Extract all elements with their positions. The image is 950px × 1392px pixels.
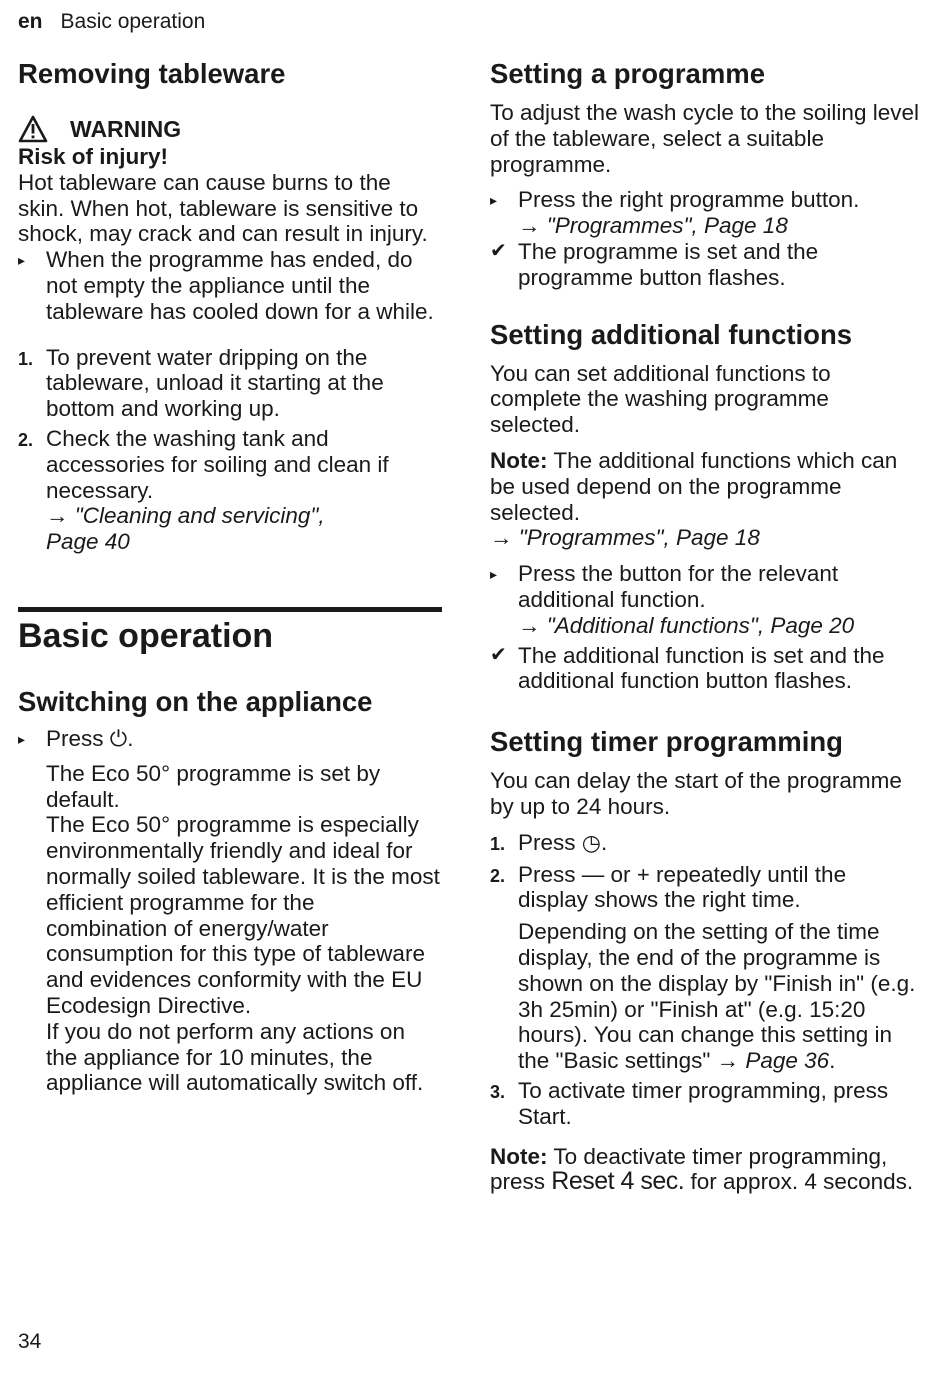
step-1 [18, 345, 442, 422]
press-power-bullet [18, 726, 442, 753]
step-text: repeatedly until the display shows the right time. [518, 861, 847, 913]
punctuation: . [600, 829, 608, 855]
additional-note [490, 448, 920, 551]
setting-programme-text: To adjust the wash cycle to the soiling level of the tableware, select a suitable programme. [490, 100, 919, 177]
timer-step-3 [490, 1078, 920, 1130]
additional-functions-heading: Setting additional functions [490, 318, 853, 350]
step-number: 1. [18, 348, 34, 369]
removing-tableware-heading: Removing tableware [18, 58, 286, 89]
timer-step-2-body [518, 862, 920, 1074]
step-text: To prevent water dripping on the tableware, unload it starting at the bottom and working up. [46, 344, 384, 422]
page-number: 34 [18, 1330, 42, 1353]
step-text: To activate timer programming, press [518, 1077, 889, 1103]
step-text: Check the washing tank and accessories for soiling and clean if necessary. [46, 425, 389, 503]
press-label: Press [46, 725, 104, 751]
warning-bullet-text: When the programme has ended, do not empty the appliance until the tableware has cooled down for a while. [46, 247, 434, 324]
step-2-body [46, 426, 442, 555]
minus-icon: — [581, 861, 605, 887]
step-detail: Depending on the setting of the time display, the end of the programme is shown on the display by "Finish in" (e.g. 3h 25min) or "Finish at" (e.g. 15:20 hours). You can change this setting in the "Basic settings" [518, 919, 916, 1074]
step-number: 2. [18, 429, 34, 450]
warning-bullet [18, 247, 442, 324]
plus-icon: + [636, 861, 650, 887]
check-icon: ✔ [490, 239, 507, 262]
additional-functions-text: You can set additional functions to complete the washing programme selected. [490, 360, 831, 438]
step-number: 1. [490, 833, 506, 854]
note-text-end: for approx. 4 seconds. [690, 1169, 914, 1195]
timer-step-1-body [518, 830, 920, 858]
right-column [490, 56, 920, 1195]
bullet-triangle-icon: ▸ [490, 192, 498, 209]
press-power-body [46, 726, 442, 753]
basic-operation-heading: Basic operation [18, 616, 274, 655]
note-text: The additional functions which can be used depend on the programme selected. [490, 447, 898, 525]
timer-step-1 [490, 830, 920, 858]
result-text: The additional function is set and the additional function button flashes. [518, 642, 885, 694]
result-text: The programme is set and the programme button flashes. [518, 238, 819, 290]
power-icon: ⏻ [109, 725, 128, 751]
section-name: Basic operation [60, 10, 206, 33]
cross-reference: → "Additional functions", Page 20 [518, 612, 855, 638]
check-icon: ✔ [490, 643, 507, 666]
cross-reference: → Page 36 [716, 1048, 830, 1074]
reset-button-label: Reset 4 sec. [551, 1167, 685, 1196]
programme-bullet [490, 187, 920, 239]
timer-text: You can delay the start of the programme by up to 24 hours. [490, 768, 902, 819]
press-label: Press [518, 829, 576, 855]
setting-programme-heading: Setting a programme [490, 58, 766, 89]
note-label: Note: [490, 1143, 548, 1169]
warning-triangle-icon [18, 115, 48, 143]
timer-step-3-body [518, 1078, 920, 1130]
timer-note [490, 1144, 920, 1196]
note-label: Note: [490, 447, 548, 473]
punctuation: . [565, 1103, 572, 1129]
running-header [18, 10, 205, 34]
left-column [18, 56, 442, 1096]
programme-bullet-body [518, 187, 920, 239]
warning-label: WARNING [70, 116, 182, 142]
eco-description: The Eco 50° programme is especially environmentally friendly and ideal for normally soiled tableware. It is the most efficient programme for the combination of energy/water consumption for this type of tableware and evidences conformity with the EU Ecodesign Directive. [46, 812, 440, 1018]
bullet-triangle-icon: ▸ [490, 566, 498, 583]
cross-reference: → "Programmes", Page 18 [490, 525, 760, 551]
additional-bullet-body [518, 561, 920, 638]
bullet-triangle-icon: ▸ [18, 730, 26, 747]
warning-heading: Risk of injury! [18, 144, 169, 169]
eco-default-text: The Eco 50° programme is set by default. [46, 760, 381, 812]
warning-title [18, 114, 442, 144]
warning-text: Hot tableware can cause burns to the skin. When hot, tableware is sensitive to shock, may crack and can result in injury. [18, 169, 428, 247]
cross-reference: → "Cleaning and servicing", Page 40 [46, 503, 325, 555]
start-button-label: Start [518, 1103, 566, 1129]
punctuation: . [829, 1048, 836, 1074]
clock-icon: ◷ [581, 829, 601, 855]
step-2 [18, 426, 442, 555]
bullet-text: Press the right programme button. [518, 187, 860, 213]
bullet-text: Press the button for the relevant additional function. [518, 561, 839, 612]
additional-result [490, 643, 920, 695]
press-label: Press [518, 861, 576, 887]
timer-programming-heading: Setting timer programming [490, 726, 843, 758]
timer-step-2 [490, 862, 920, 1074]
language-code: en [18, 10, 43, 33]
cross-reference: → "Programmes", Page 18 [518, 213, 788, 239]
or-text: or [610, 861, 631, 887]
step-number: 2. [490, 865, 506, 886]
step-number: 3. [490, 1081, 506, 1102]
note-text: To deactivate timer programming, press [490, 1143, 888, 1195]
programme-result [490, 239, 920, 291]
additional-bullet [490, 561, 920, 638]
auto-off-text: If you do not perform any actions on the appliance for 10 minutes, the appliance will automatically switch off. [46, 1018, 424, 1096]
switching-on-heading: Switching on the appliance [18, 685, 373, 717]
bullet-triangle-icon: ▸ [18, 252, 26, 269]
punctuation: . [127, 725, 134, 751]
